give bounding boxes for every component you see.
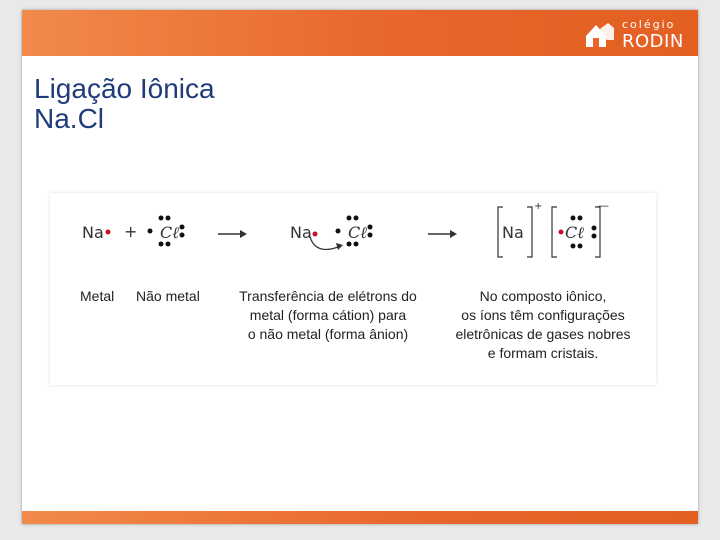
cl-ion-symbol: Cℓ [565, 223, 584, 242]
na-electron [105, 229, 111, 235]
footer-bar [22, 511, 698, 524]
na-ion-symbol: Na [502, 223, 524, 242]
positive-charge: + [534, 201, 543, 212]
caption-compound-line: eletrônicas de gases nobres [455, 326, 631, 342]
cl-electrons [146, 215, 186, 247]
title-line-2: Na.Cl [34, 103, 105, 134]
electron-transfer-arrow [306, 235, 350, 257]
caption-compound-line: e formam cristais. [487, 345, 599, 361]
cl-symbol-2: Cℓ [348, 223, 367, 242]
header-bar [22, 10, 698, 56]
caption-compound-line: os íons têm configurações [461, 307, 625, 323]
title-line-1: Ligação Iônica [34, 73, 215, 104]
caption-nonmetal: Não metal [136, 288, 200, 304]
cl-symbol: Cℓ [160, 223, 179, 242]
ionic-bond-diagram [50, 193, 656, 385]
caption-compound-line: No composto iônico, [479, 288, 607, 304]
slide [22, 10, 698, 524]
logo-brand-text: RODIN [622, 31, 684, 52]
caption-transfer-line: metal (forma cátion) para [249, 307, 407, 323]
negative-charge: — [598, 199, 609, 212]
caption-transfer [235, 287, 421, 344]
reaction-arrow-2 [428, 229, 458, 239]
page-title [34, 74, 215, 134]
plus-sign: + [124, 222, 138, 241]
na-symbol-2: Na [290, 223, 312, 242]
caption-transfer-line: o não metal (forma ânion) [247, 326, 409, 342]
caption-compound [450, 287, 636, 363]
caption-transfer-line: Transferência de elétrons do [239, 288, 417, 304]
na-symbol: Na [82, 223, 104, 242]
reaction-arrow-1 [218, 229, 248, 239]
house-icon [582, 20, 616, 50]
caption-metal: Metal [80, 288, 115, 304]
school-logo [578, 18, 698, 52]
logo-small-text: colégio [622, 18, 676, 31]
